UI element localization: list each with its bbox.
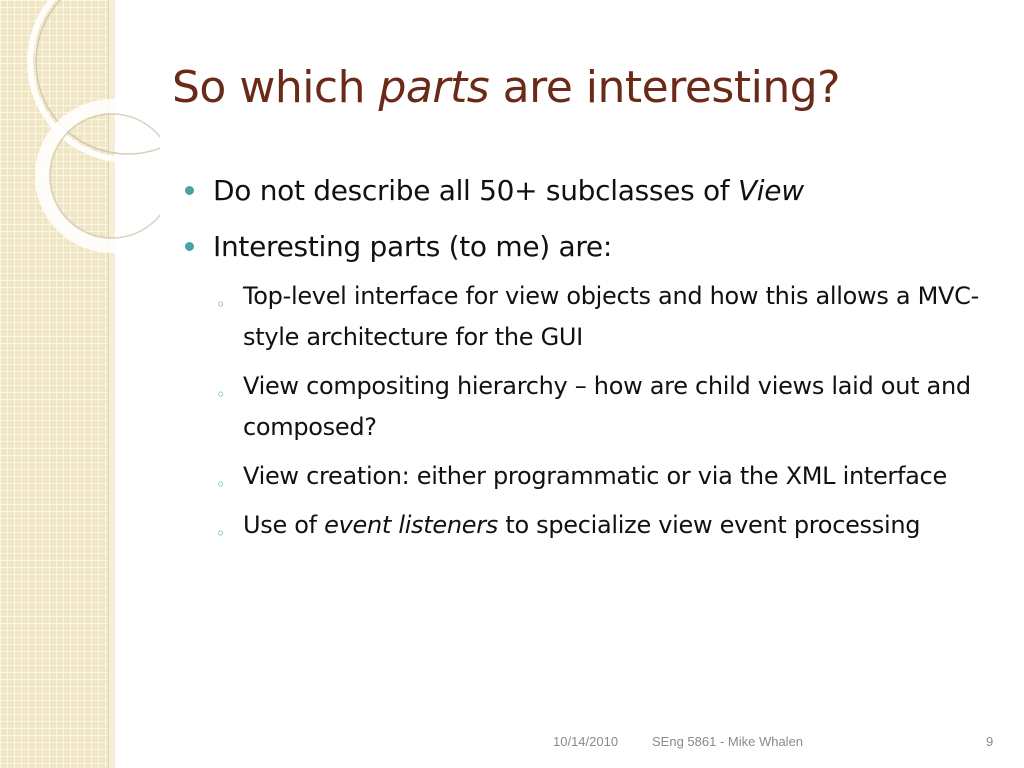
sub-bullet-item xyxy=(183,366,1003,448)
title-text-end: are interesting? xyxy=(489,62,840,113)
sub-bullet-item xyxy=(183,456,1003,497)
decorative-ring-small xyxy=(42,106,160,246)
sub-bullet-text-end: to specialize view event processing xyxy=(498,511,921,539)
hollow-bullet-icon: ◦ xyxy=(216,475,226,494)
sub-bullet-emphasis: event listeners xyxy=(324,511,498,539)
filled-bullet-icon xyxy=(185,186,194,195)
sub-bullet-text: View creation: either programmatic or via the XML interface xyxy=(243,462,947,490)
slide-number: 9 xyxy=(986,734,994,749)
bullet-item xyxy=(183,228,1003,265)
hollow-bullet-icon: ◦ xyxy=(216,524,226,543)
slide-title xyxy=(172,62,840,113)
decorative-rings xyxy=(0,0,160,260)
footer-date: 10/14/2010 xyxy=(553,734,619,749)
sub-bullet-text: View compositing hierarchy – how are child views laid out and composed? xyxy=(243,372,971,441)
hollow-bullet-icon: ◦ xyxy=(216,295,226,314)
sub-bullet-text: Top-level interface for view objects and how this allows a MVC-style architecture for the GUI xyxy=(243,282,979,351)
decorative-ring-small-shadow xyxy=(50,114,160,238)
sub-bullet-text: Use of xyxy=(243,511,325,539)
hollow-bullet-icon: ◦ xyxy=(216,385,226,404)
filled-bullet-icon xyxy=(185,242,194,251)
bullet-item xyxy=(183,172,1003,209)
title-emphasis: parts xyxy=(378,62,490,113)
footer-course: SEng 5861 - Mike Whalen xyxy=(652,734,804,749)
bullet-text: Do not describe all 50+ subclasses of xyxy=(213,174,738,207)
bullet-text: Interesting parts (to me) are: xyxy=(213,230,612,263)
sub-bullet-item xyxy=(183,505,1003,546)
title-text-start: So which xyxy=(172,62,379,113)
sub-bullet-list xyxy=(183,276,1003,546)
slide-body xyxy=(183,172,1003,554)
sub-bullet-item xyxy=(183,276,1003,358)
bullet-emphasis: View xyxy=(737,174,804,207)
